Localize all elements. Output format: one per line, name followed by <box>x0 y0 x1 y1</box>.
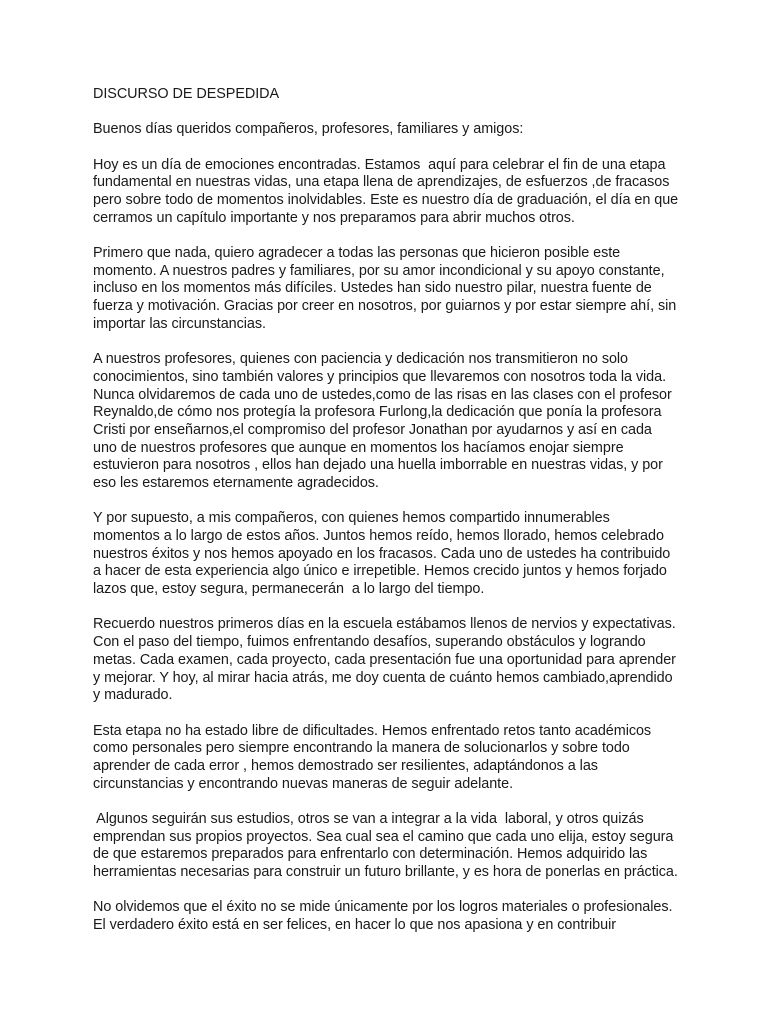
paragraph-line: fundamental en nuestras vidas, una etapa llena de aprendizajes, de esfuerzos ,de fracasos <box>93 174 670 191</box>
paragraph <box>93 899 683 934</box>
paragraph-line: Buenos días queridos compañeros, profesores, familiares y amigos: <box>93 121 524 138</box>
paragraph-line: a hacer de esta experiencia algo único e irrepetible. Hemos crecido juntos y hemos forjado <box>93 563 667 580</box>
paragraph-line: circunstancias y encontrando nuevas maneras de seguir adelante. <box>93 775 514 792</box>
paragraph-line: metas. Cada examen, cada proyecto, cada presentación fue una oportunidad para aprender <box>93 651 676 668</box>
paragraph-line: cerramos un capítulo importante y nos preparamos para abrir muchos otros. <box>93 209 575 226</box>
paragraph-line: Recuerdo nuestros primeros días en la escuela estábamos llenos de nervios y expectativas. <box>93 616 676 633</box>
paragraph-line: momento. A nuestros padres y familiares, por su amor incondicional y su apoyo constante, <box>93 262 665 279</box>
paragraph-line: fuerza y motivación. Gracias por creer en nosotros, por guiarnos y por estar siempre ahí, sin <box>93 298 677 315</box>
paragraph-line: Primero que nada, quiero agradecer a todas las personas que hicieron posible este <box>93 245 621 261</box>
paragraph-line: conocimientos, sino también valores y principios que llevaremos con nosotros toda la vida. <box>93 368 667 385</box>
paragraph-line: aprender de cada error , hemos demostrado ser resilientes, adaptándonos a las <box>93 757 598 774</box>
paragraph <box>93 245 683 334</box>
paragraph-line: y mejorar. Y hoy, al mirar hacia atrás, me doy cuenta de cuánto hemos cambiado,aprendido <box>93 669 673 686</box>
paragraph-line: Algunos seguirán sus estudios, otros se van a integrar a la vida laboral, y otros quizás <box>93 810 644 827</box>
paragraph-line: uno de nuestros profesores que aunque en momentos los hacíamos enojar siempre <box>93 439 624 456</box>
paragraph-line: A nuestros profesores, quienes con paciencia y dedicación nos transmitieron no solo <box>93 351 629 368</box>
paragraph <box>93 616 683 705</box>
paragraph-line: como personales pero siempre encontrando la manera de solucionarlos y sobre todo <box>93 740 630 757</box>
document-title <box>93 86 683 104</box>
paragraph-line: Esta etapa no ha estado libre de dificultades. Hemos enfrentado retos tanto académicos <box>93 722 652 739</box>
paragraph-line: eso les estaremos eternamente agradecidos. <box>93 475 379 492</box>
paragraph-line: incluso en los momentos más difíciles. Ustedes han sido nuestro pilar, nuestra fuente de <box>93 280 652 297</box>
paragraph-line: estuvieron para nosotros , ellos han dejado una huella imborrable en nuestras vidas, y por <box>93 457 663 474</box>
paragraph-line: y madurado. <box>93 687 173 704</box>
paragraph-line: Cristi por enseñarnos,el compromiso del profesor Jonathan por ayudarnos y así en cada <box>93 421 652 438</box>
paragraph <box>93 510 683 599</box>
paragraph-line: Reynaldo,de cómo nos protegía la profesora Furlong,la dedicación que ponía la profesora <box>93 404 662 421</box>
paragraph-line: Hoy es un día de emociones encontradas. Estamos aquí para celebrar el fin de una etapa <box>93 156 666 173</box>
paragraph-line: nuestros éxitos y nos hemos apoyado en los fracasos. Cada uno de ustedes ha contribuido <box>93 545 671 562</box>
paragraph-line: emprendan sus propios proyectos. Sea cual sea el camino que cada uno elija, estoy segura <box>93 828 674 845</box>
paragraph-line: Nunca olvidaremos de cada uno de ustedes,como de las risas en las clases con el profesor <box>93 386 672 403</box>
paragraph-line: momentos a lo largo de estos años. Juntos hemos reído, hemos llorado, hemos celebrado <box>93 528 664 545</box>
paragraph-line: El verdadero éxito está en ser felices, en hacer lo que nos apasiona y en contribuir <box>93 917 616 934</box>
paragraph-line: Y por supuesto, a mis compañeros, con quienes hemos compartido innumerables <box>93 510 610 527</box>
paragraph-line: de que estaremos preparados para enfrentarlo con determinación. Hemos adquirido las <box>93 846 648 863</box>
paragraph-line: No olvidemos que el éxito no se mide únicamente por los logros materiales o profesionales. <box>93 899 673 916</box>
document-page <box>93 86 683 952</box>
paragraph-line: herramientas necesarias para construir un futuro brillante, y es hora de ponerlas en práctica. <box>93 864 678 881</box>
paragraph <box>93 157 683 228</box>
paragraph-line: pero sobre todo de momentos inolvidables. Este es nuestro día de graduación, el día en que <box>93 192 679 208</box>
paragraph-line: importar las circunstancias. <box>93 315 266 332</box>
document-body <box>93 121 683 934</box>
paragraph <box>93 723 683 794</box>
paragraph-line: lazos que, estoy segura, permanecerán a lo largo del tiempo. <box>93 581 485 598</box>
paragraph-line: Con el paso del tiempo, fuimos enfrentando desafíos, superando obstáculos y logrando <box>93 634 646 651</box>
paragraph <box>93 121 683 139</box>
paragraph <box>93 351 683 493</box>
paragraph <box>93 811 683 882</box>
title-line: DISCURSO DE DESPEDIDA <box>93 86 280 102</box>
